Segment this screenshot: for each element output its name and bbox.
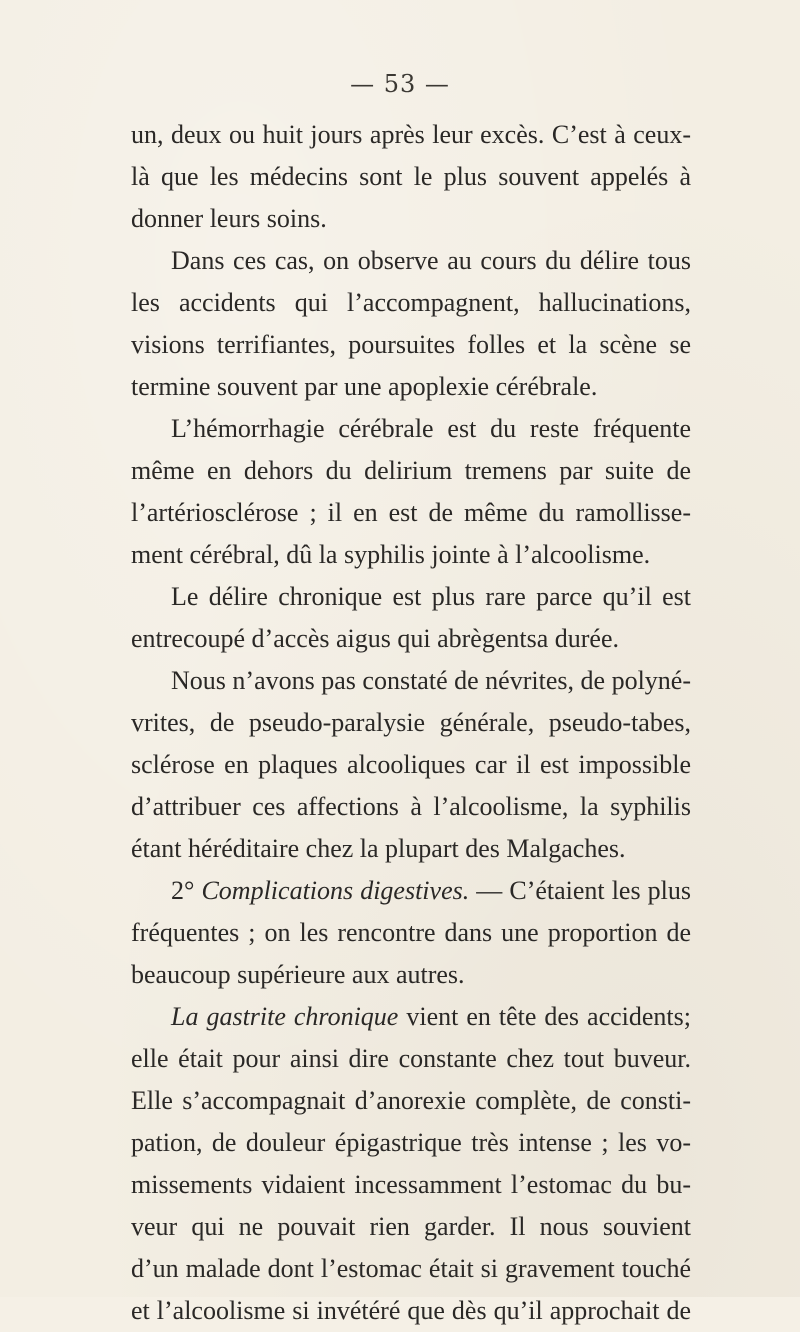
text-segment: les accidents qui l’accompagnent, hallucinations, [131,288,691,317]
text-segment: l’artériosclérose ; il en est de même du ramollisse- [131,498,691,527]
text-line [131,576,691,618]
text-segment: un, deux ou huit jours après leur excès. C’est à ceux- [131,120,691,149]
text-segment: étant héréditaire chez la plupart des Malgaches. [131,834,626,863]
text-line [131,1206,691,1248]
text-line [131,408,691,450]
text-segment: Dans ces cas, on observe au cours du délire tous [171,246,691,275]
text-line [131,1290,691,1332]
text-segment: Le délire chronique est plus rare parce qu’il est [171,582,691,611]
text-line [131,618,691,660]
text-segment: pation, de douleur épigastrique très intense ; les vo- [131,1128,691,1157]
text-line [131,954,691,996]
text-segment: d’un malade dont l’estomac était si gravement touché [131,1254,691,1283]
text-segment: Elle s’accompagnait d’anorexie complète, de consti- [131,1086,691,1115]
body-text [131,114,691,1332]
text-line [131,1038,691,1080]
text-line [131,1122,691,1164]
text-line [131,366,691,408]
text-segment: sclérose en plaques alcooliques car il est impossible [131,750,691,779]
text-segment: entrecoupé d’accès aigus qui abrègentsa durée. [131,624,619,653]
text-segment: là que les médecins sont le plus souvent appelés à [131,162,691,191]
text-line [131,870,691,912]
text-segment: vrites, de pseudo-paralysie générale, pseudo-tabes, [131,708,691,737]
text-line [131,114,691,156]
text-segment: Nous n’avons pas constaté de névrites, de polyné- [171,666,691,695]
text-segment: termine souvent par une apoplexie cérébrale. [131,372,598,401]
text-line [131,1080,691,1122]
page-number: — 53 — [350,70,450,98]
text-line [131,786,691,828]
text-line [131,156,691,198]
text-line [131,492,691,534]
text-segment: beaucoup supérieure aux autres. [131,960,465,989]
text-segment: vient en tête des accidents; [398,1002,691,1031]
text-segment: visions terrifiantes, poursuites folles et la scène se [131,330,691,359]
text-line [131,996,691,1038]
text-segment: — C’étaient les plus [469,876,691,905]
text-line [131,660,691,702]
text-line [131,828,691,870]
text-segment: et l’alcoolisme si invétéré que dès qu’il approchait de [131,1296,691,1325]
text-segment: L’hémorrhagie cérébrale est du reste fréquente [171,414,691,443]
text-segment: 2° [171,876,202,905]
text-line [131,912,691,954]
text-line [131,1164,691,1206]
text-line [131,198,691,240]
text-line [131,702,691,744]
text-segment: veur qui ne pouvait rien garder. Il nous souvient [131,1212,691,1241]
text-line [131,324,691,366]
text-line [131,450,691,492]
text-line [131,744,691,786]
text-segment: ment cérébral, dû la syphilis jointe à l’alcoolisme. [131,540,651,569]
text-segment: fréquentes ; on les rencontre dans une proportion de [131,918,691,947]
text-segment: même en dehors du delirium tremens par suite de [131,456,691,485]
text-segment: donner leurs soins. [131,204,327,233]
subheading-italic: La gastrite chronique [171,1002,399,1031]
text-segment: d’attribuer ces affections à l’alcoolisme, la syphilis [131,792,691,821]
text-line [131,240,691,282]
text-segment: elle était pour ainsi dire constante chez tout buveur. [131,1044,691,1073]
text-line [131,282,691,324]
text-line [131,534,691,576]
section-heading-italic: Complications digestives. [201,876,470,905]
text-line [131,1248,691,1290]
text-segment: missements vidaient incessamment l’estomac du bu- [131,1170,691,1199]
